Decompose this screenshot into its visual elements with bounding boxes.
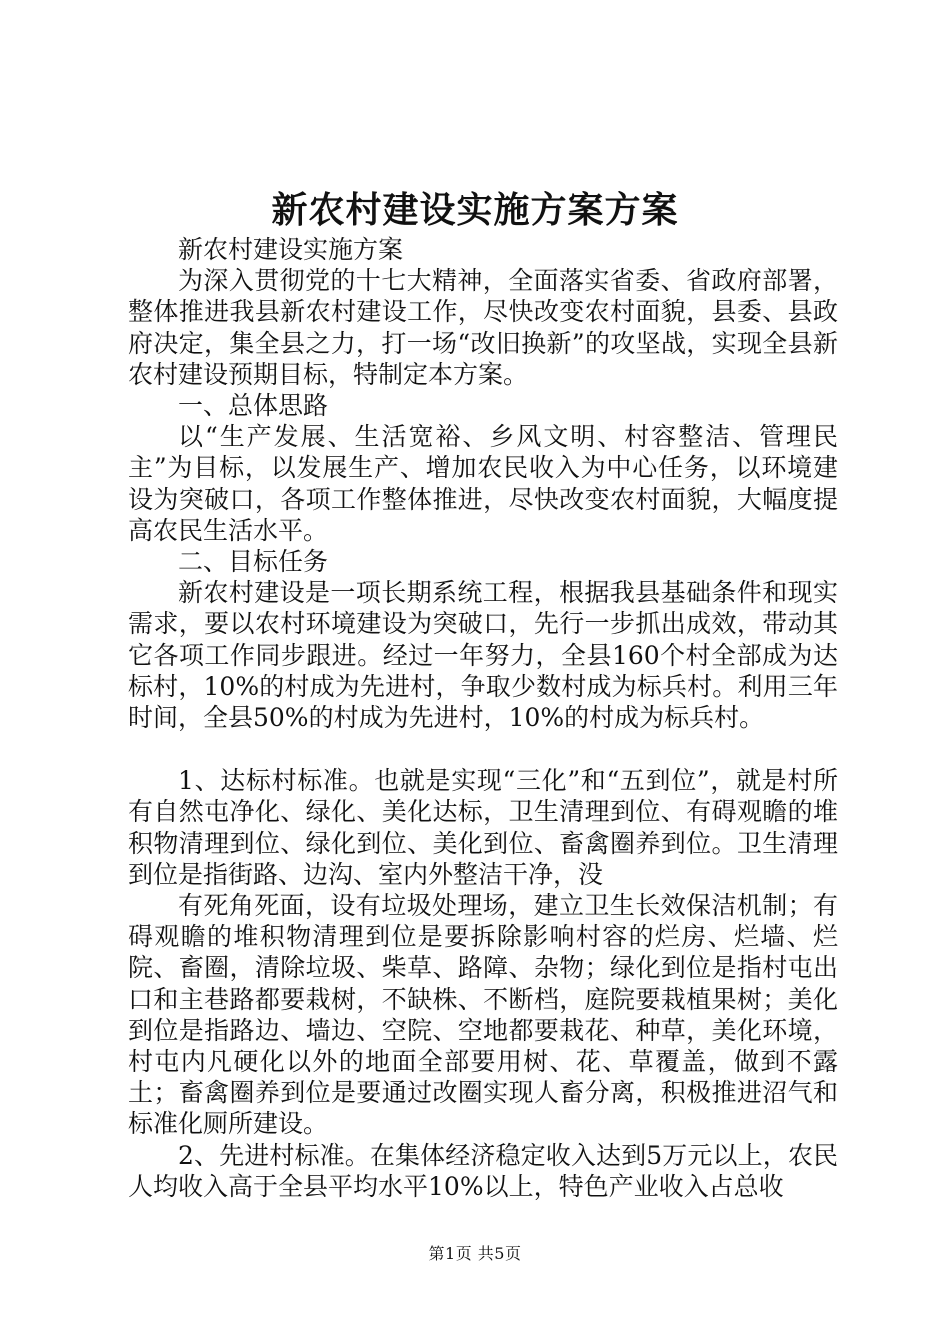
section-heading-goals: 二、目标任务 [178,547,329,577]
section-heading-overall-idea: 一、总体思路 [178,391,329,421]
document-subtitle: 新农村建设实施方案 [178,235,404,264]
document-title: 新农村建设实施方案方案 [271,189,679,231]
document-body [128,234,838,1202]
paragraph-standard-village-continued: 有死角死面，设有垃圾处理场，建立卫生长效保洁机制；有碍观瞻的堆积物清理到位是要拆除影响村容的烂房、烂墙、烂院、畜圈，清除垃圾、柴草、路障、杂物；绿化到位是指村屯出口和主巷路都要栽树，不缺株、不断档，庭院要栽植果树；美化到位是指路边、墙边、空院、空地都要栽花、种草，美化环境，村屯内凡硬化以外的地面全部要用树、花、草覆盖，做到不露土；畜禽圈养到位是要通过改圈实现人畜分离，积极推进沼气和标准化厕所建设。 [128,891,838,1139]
page-number-footer: 第1页 共5页 [428,1244,522,1263]
paragraph-overall-idea: 以“生产发展、生活宽裕、乡风文明、村容整洁、管理民主”为目标，以发展生产、增加农民收入为中心任务，以环境建设为突破口，各项工作整体推进，尽快改变农村面貌，大幅度提高农民生活水平。 [128,422,838,545]
paragraph-intro: 为深入贯彻党的十七大精神，全面落实省委、省政府部署，整体推进我县新农村建设工作，尽快改变农村面貌，县委、县政府决定，集全县之力，打一场“改旧换新”的攻坚战，实现全县新农村建设预期目标，特制定本方案。 [128,266,838,389]
paragraph-standard-village: 1、达标村标准。也就是实现“三化”和“五到位”，就是村所有自然屯净化、绿化、美化达标，卫生清理到位、有碍观瞻的堆积物清理到位、绿化到位、美化到位、畜禽圈养到位。卫生清理到位是指街路、边沟、室内外整洁干净，没 [128,766,838,889]
paragraph-advanced-village: 2、先进村标准。在集体经济稳定收入达到5万元以上，农民人均收入高于全县平均水平10%以上，特色产业收入占总收 [128,1140,838,1201]
paragraph-goals: 新农村建设是一项长期系统工程，根据我县基础条件和现实需求，要以农村环境建设为突破口，先行一步抓出成效，带动其它各项工作同步跟进。经过一年努力，全县160个村全部成为达标村，10%的村成为先进村，争取少数村成为标兵村。利用三年时间，全县50%的村成为先进村，10%的村成为标兵村。 [128,578,838,733]
